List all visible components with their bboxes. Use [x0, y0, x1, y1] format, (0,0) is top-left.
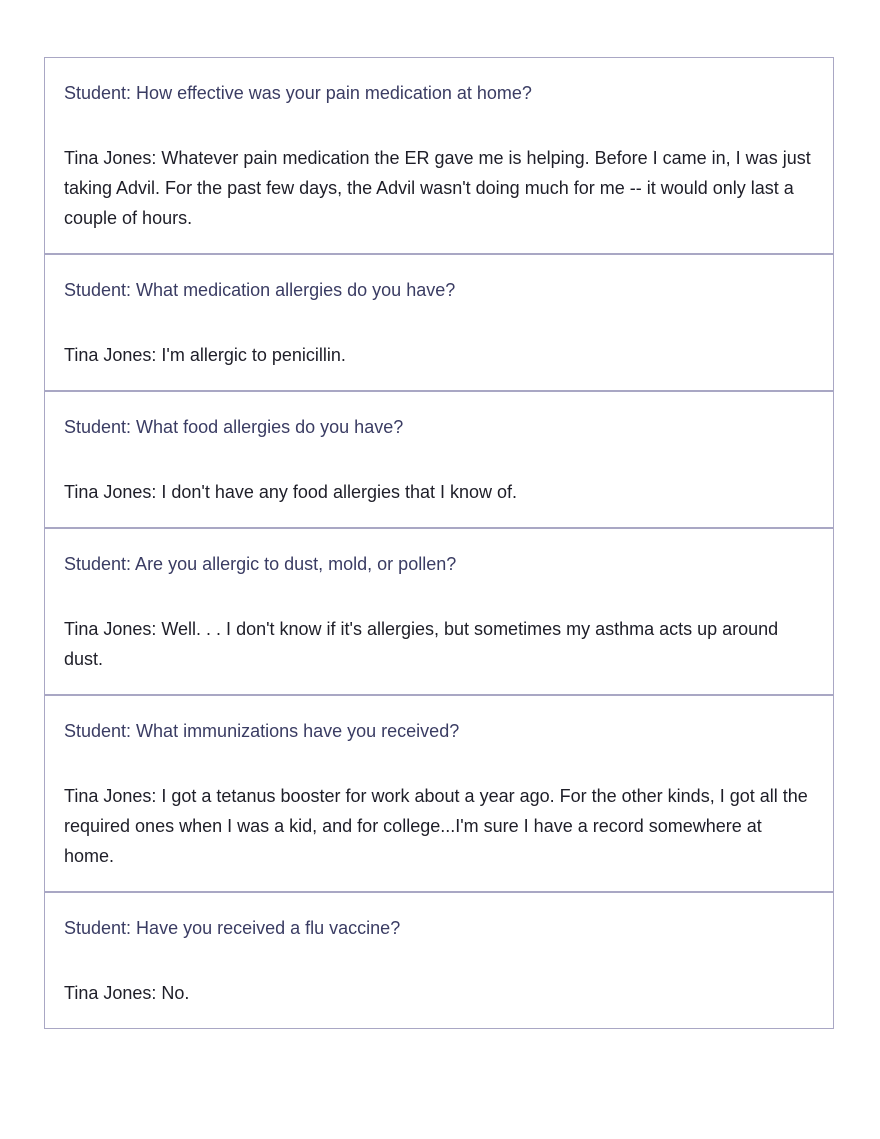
student-question: Student: What immunizations have you received? — [64, 721, 460, 741]
patient-answer: Tina Jones: I don't have any food allergies that I know of. — [64, 482, 518, 502]
transcript-table — [44, 57, 834, 1029]
student-question: Student: What medication allergies do you have? — [64, 280, 456, 300]
student-question: Student: Are you allergic to dust, mold, or pollen? — [64, 554, 457, 574]
student-question: Student: What food allergies do you have? — [64, 417, 404, 437]
student-question: Student: How effective was your pain medication at home? — [64, 83, 532, 103]
patient-answer: Tina Jones: I'm allergic to penicillin. — [64, 345, 346, 365]
student-question: Student: Have you received a flu vaccine? — [64, 918, 401, 938]
exchange-row — [45, 255, 833, 392]
exchange-row — [45, 529, 833, 696]
exchange-row — [45, 696, 833, 893]
exchange-row — [45, 58, 833, 255]
patient-answer: Tina Jones: No. — [64, 983, 190, 1003]
patient-answer: Tina Jones: Whatever pain medication the ER gave me is helping. Before I came in, I was just taking Advil. For the past few days, the Advil wasn't doing much for me -- it would only last a couple of hours. — [64, 148, 811, 228]
exchange-row — [45, 392, 833, 529]
patient-answer: Tina Jones: I got a tetanus booster for work about a year ago. For the other kinds, I got all the required ones when I was a kid, and for college...I'm sure I have a record somewhere at home. — [64, 786, 808, 866]
exchange-row — [45, 893, 833, 1028]
patient-answer: Tina Jones: Well. . . I don't know if it's allergies, but sometimes my asthma acts up around dust. — [64, 619, 779, 669]
